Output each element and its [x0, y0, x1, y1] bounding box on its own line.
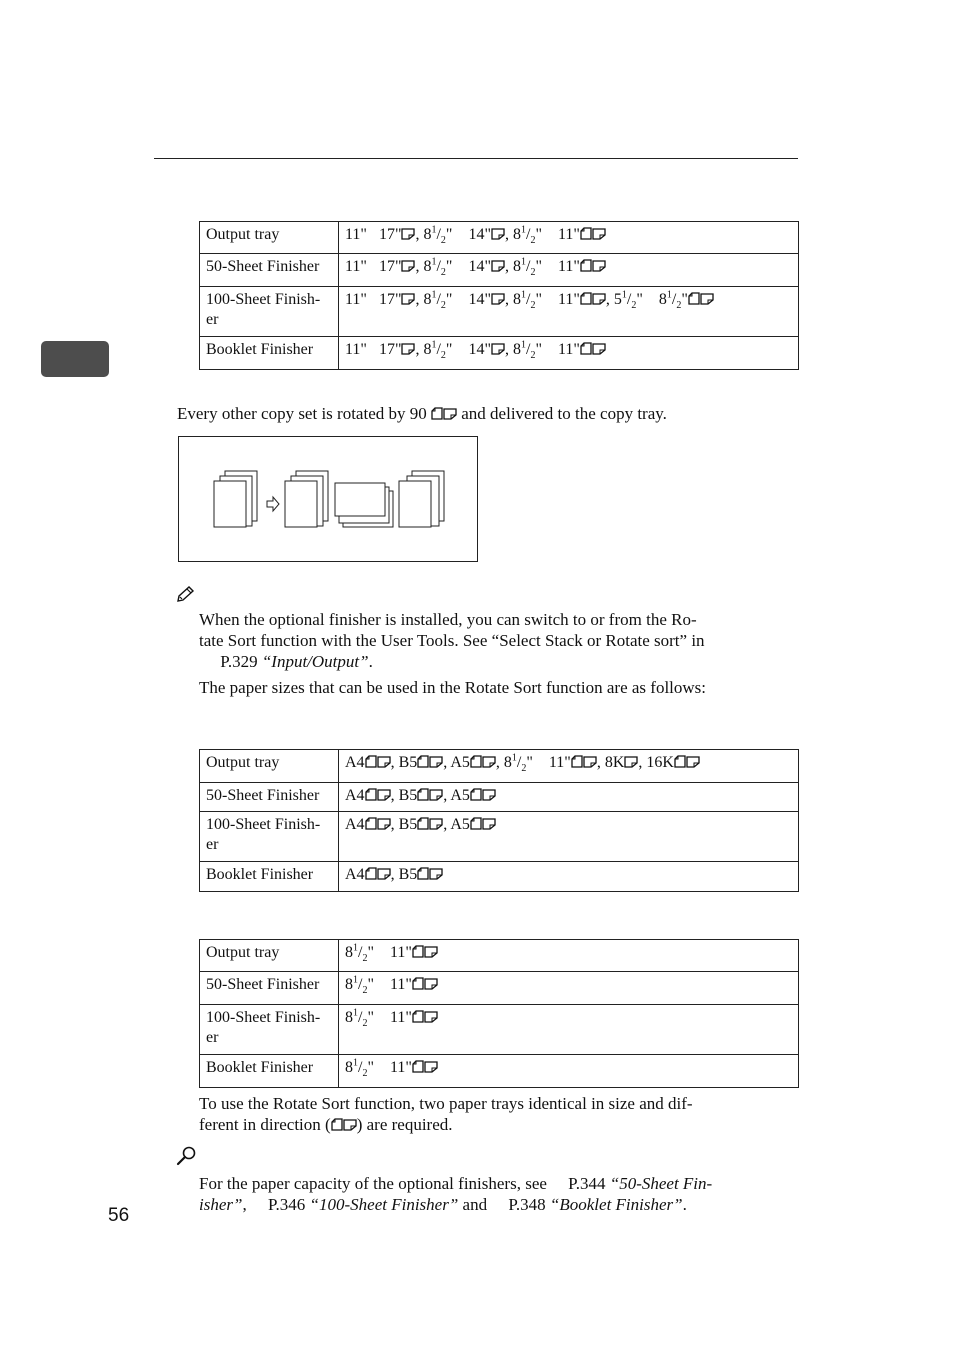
landscape-paper-icon: [401, 259, 415, 272]
landscape-paper-icon: [491, 259, 505, 272]
row-label: 100-Sheet Finish- er: [200, 812, 339, 862]
landscape-paper-icon: [592, 259, 606, 272]
landscape-paper-icon: [343, 1118, 357, 1131]
table-row: [200, 812, 799, 862]
paper-orientation-icons: [431, 404, 457, 423]
row-value: A4 , B5 , A5: [339, 783, 799, 812]
row-label: Booklet Finisher: [200, 1055, 339, 1088]
output-size-table-inch: [199, 221, 799, 370]
portrait-paper-icon: [470, 755, 482, 768]
rotate-sentence: Every other copy set is rotated by 90 and delivered to the copy tray.: [177, 404, 667, 423]
portrait-paper-icon: [417, 817, 429, 830]
landscape-paper-icon: [592, 227, 606, 240]
row-value: 11" 17" , $8^1/_2$" 14" , $8^1/_2$" 11" , $5^1/_2$" $8^1/_2$": [339, 287, 799, 337]
portrait-paper-icon: [365, 755, 377, 768]
header-rule: [154, 158, 798, 159]
portrait-paper-icon: [580, 259, 592, 272]
row-label: Output tray: [200, 750, 339, 783]
landscape-paper-icon: [424, 1010, 438, 1023]
portrait-paper-icon: [331, 1118, 343, 1131]
landscape-paper-icon: [424, 1060, 438, 1073]
reference-magnifier-icon: [176, 1145, 198, 1167]
row-label: Output tray: [200, 222, 339, 254]
portrait-paper-icon: [470, 788, 482, 801]
row-value: $8^1/_2$" 11": [339, 1005, 799, 1055]
row-label: Booklet Finisher: [200, 337, 339, 370]
row-value: A4 , B5: [339, 862, 799, 892]
row-value: $8^1/_2$" 11": [339, 972, 799, 1005]
portrait-paper-icon: [412, 945, 424, 958]
landscape-paper-icon: [482, 755, 496, 768]
row-value: 11" 17" , $8^1/_2$" 14" , $8^1/_2$" 11": [339, 337, 799, 370]
table-row: [200, 1055, 799, 1088]
landscape-paper-icon: [424, 977, 438, 990]
landscape-paper-icon: [624, 755, 638, 768]
landscape-paper-icon: [401, 227, 415, 240]
chapter-tab: [41, 341, 109, 377]
table-row: [200, 222, 799, 254]
portrait-paper-icon: [417, 867, 429, 880]
output-size-table-letter: [199, 939, 799, 1088]
arrow-right-icon: [267, 497, 279, 511]
table-row: [200, 783, 799, 812]
output-size-table-metric: [199, 749, 799, 892]
note-paragraph: When the optional finisher is installed, you can switch to or from the Ro- tate Sort function with the User Tools. See “Select Stack or Rotate sort” in P.329 “Input/Output”.: [199, 610, 705, 671]
table-row: [200, 750, 799, 783]
note-pencil-icon: [176, 585, 196, 603]
row-label: 50-Sheet Finisher: [200, 254, 339, 287]
landscape-paper-icon: [377, 788, 391, 801]
portrait-paper-icon: [417, 755, 429, 768]
landscape-paper-icon: [401, 292, 415, 305]
landscape-paper-icon: [429, 817, 443, 830]
landscape-paper-icon: [491, 342, 505, 355]
row-label: Booklet Finisher: [200, 862, 339, 892]
landscape-paper-icon: [443, 407, 457, 420]
reference-paragraph: For the paper capacity of the optional finishers, see P.344 “50-Sheet Fin- isher”, P.346 “100-Sheet Finisher” and P.348 “Booklet Finisher”.: [199, 1174, 713, 1214]
portrait-paper-icon: [674, 755, 686, 768]
table-row: [200, 337, 799, 370]
portrait-paper-icon: [412, 977, 424, 990]
note-paragraph-sizes: The paper sizes that can be used in the Rotate Sort function are as follows:: [199, 678, 707, 697]
landscape-paper-icon: [491, 292, 505, 305]
landscape-paper-icon: [401, 342, 415, 355]
row-value: 11" 17" , $8^1/_2$" 14" , $8^1/_2$" 11": [339, 254, 799, 287]
portrait-paper-icon: [412, 1060, 424, 1073]
portrait-paper-icon: [580, 342, 592, 355]
landscape-paper-icon: [377, 755, 391, 768]
row-value: A4 , B5 , A5: [339, 812, 799, 862]
row-label: Output tray: [200, 940, 339, 972]
landscape-paper-icon: [482, 788, 496, 801]
row-value: 11" 17" , $8^1/_2$" 14" , $8^1/_2$" 11": [339, 222, 799, 254]
table-row: [200, 862, 799, 892]
portrait-paper-icon: [412, 1010, 424, 1023]
row-label: 50-Sheet Finisher: [200, 783, 339, 812]
landscape-paper-icon: [592, 342, 606, 355]
portrait-paper-icon: [571, 755, 583, 768]
portrait-paper-icon: [365, 788, 377, 801]
portrait-paper-icon: [417, 788, 429, 801]
portrait-paper-icon: [470, 817, 482, 830]
page-number: 56: [108, 1205, 130, 1226]
landscape-paper-icon: [429, 867, 443, 880]
landscape-paper-icon: [592, 292, 606, 305]
table-row: [200, 972, 799, 1005]
landscape-paper-icon: [429, 788, 443, 801]
landscape-paper-icon: [482, 817, 496, 830]
paper-orientation-icons: [331, 1115, 357, 1134]
row-value: $8^1/_2$" 11": [339, 1055, 799, 1088]
landscape-paper-icon: [429, 755, 443, 768]
requirement-paragraph: To use the Rotate Sort function, two paper trays identical in size and dif- ferent in direction ( ) are required.: [199, 1094, 693, 1134]
row-value: $8^1/_2$" 11": [339, 940, 799, 972]
landscape-paper-icon: [424, 945, 438, 958]
table-row: [200, 287, 799, 337]
portrait-paper-icon: [431, 407, 443, 420]
landscape-paper-icon: [583, 755, 597, 768]
landscape-paper-icon: [377, 817, 391, 830]
portrait-paper-icon: [580, 292, 592, 305]
landscape-paper-icon: [377, 867, 391, 880]
row-label: 100-Sheet Finish- er: [200, 287, 339, 337]
landscape-paper-icon: [686, 755, 700, 768]
table-row: [200, 940, 799, 972]
portrait-paper-icon: [688, 292, 700, 305]
portrait-paper-icon: [365, 817, 377, 830]
table-row: [200, 254, 799, 287]
row-label: 100-Sheet Finish- er: [200, 1005, 339, 1055]
landscape-paper-icon: [700, 292, 714, 305]
rotate-sort-diagram: [179, 437, 477, 561]
landscape-paper-icon: [491, 227, 505, 240]
row-label: 50-Sheet Finisher: [200, 972, 339, 1005]
portrait-paper-icon: [365, 867, 377, 880]
table-row: [200, 1005, 799, 1055]
row-value: A4 , B5 , A5 , $8^1/_2$" 11" , 8K , 16K: [339, 750, 799, 783]
rotate-sort-illustration: [178, 436, 478, 562]
portrait-paper-icon: [580, 227, 592, 240]
